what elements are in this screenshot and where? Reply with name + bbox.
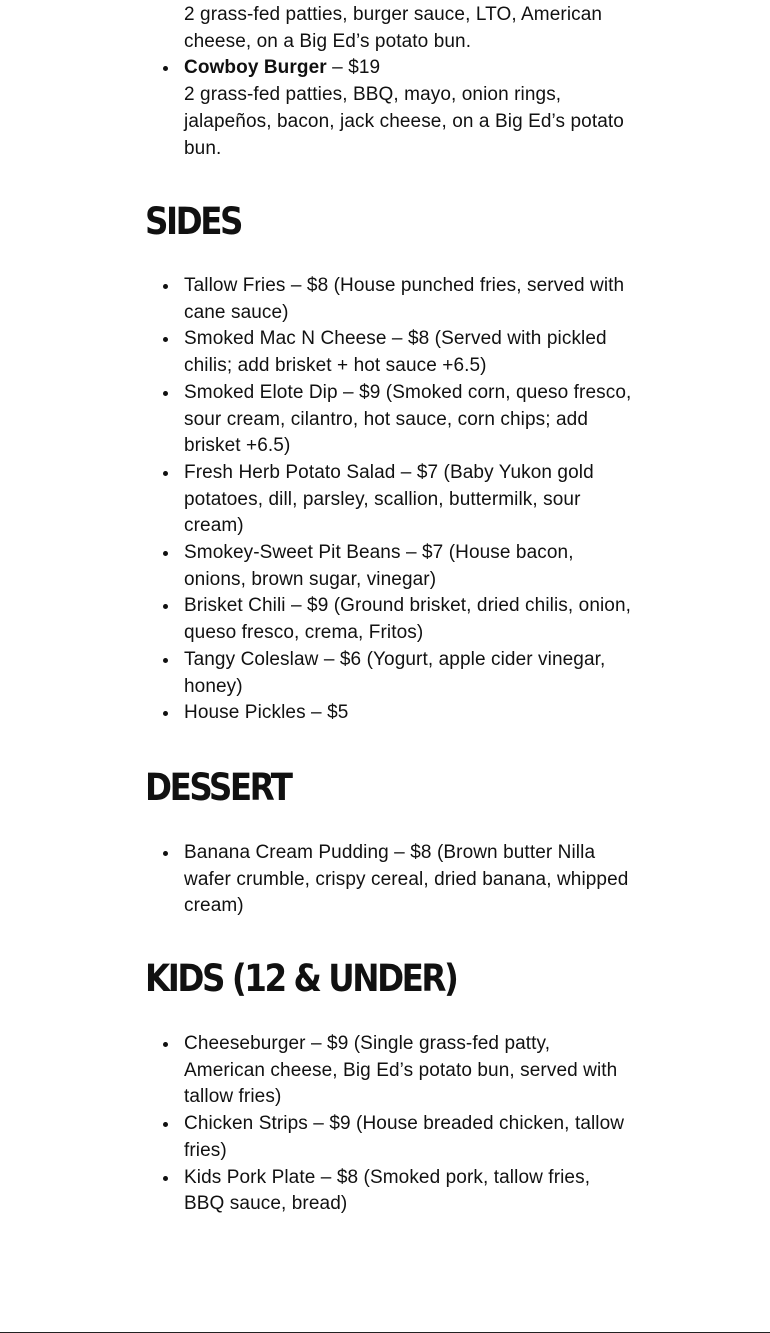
section-heading: DESSERT (145, 766, 291, 809)
list-item: Cheeseburger – $9 (Single grass-fed patty, American cheese, Big Ed’s potato bun, served with tallow fries) (184, 1031, 635, 1111)
item-description: 2 grass-fed patties, BBQ, mayo, onion rings, jalapeños, bacon, jack cheese, on a Big Ed’s potato bun. (184, 84, 624, 159)
section-heading: SIDES (145, 200, 241, 243)
list-item: Tallow Fries – $8 (House punched fries, served with cane sauce) (184, 273, 635, 326)
list-item (184, 55, 635, 162)
item-price: – $19 (326, 57, 381, 79)
dessert-list-wrap (145, 840, 635, 920)
item-description: 2 grass-fed patties, burger sauce, LTO, American cheese, on a Big Ed’s potato bun. (184, 4, 603, 52)
section-heading: KIDS (12 & UNDER) (145, 957, 457, 1000)
list-item (184, 2, 635, 55)
kids-list (145, 1031, 635, 1218)
list-item: Kids Pork Plate – $8 (Smoked pork, tallow fries, BBQ sauce, bread) (184, 1165, 635, 1218)
list-item: House Pickles – $5 (184, 700, 635, 727)
burgers-section-tail (145, 2, 635, 162)
sides-section (145, 200, 635, 244)
list-item: Smoked Elote Dip – $9 (Smoked corn, queso fresco, sour cream, cilantro, hot sauce, corn chips; add brisket +6.5) (184, 380, 635, 460)
sides-list-wrap (145, 273, 635, 727)
item-name: Cowboy Burger (184, 57, 327, 79)
dessert-section (145, 766, 635, 810)
list-item: Smokey-Sweet Pit Beans – $7 (House bacon, onions, brown sugar, vinegar) (184, 540, 635, 593)
kids-list-wrap (145, 1031, 635, 1218)
dessert-list (145, 840, 635, 920)
list-item: Banana Cream Pudding – $8 (Brown butter Nilla wafer crumble, crispy cereal, dried banana, whipped cream) (184, 840, 635, 920)
list-item: Smoked Mac N Cheese – $8 (Served with pickled chilis; add brisket + hot sauce +6.5) (184, 326, 635, 379)
sides-list (145, 273, 635, 727)
kids-section (145, 957, 635, 1001)
list-item: Fresh Herb Potato Salad – $7 (Baby Yukon gold potatoes, dill, parsley, scallion, buttermilk, sour cream) (184, 460, 635, 540)
burgers-list (145, 2, 635, 162)
list-item: Brisket Chili – $9 (Ground brisket, dried chilis, onion, queso fresco, crema, Fritos) (184, 593, 635, 646)
list-item: Tangy Coleslaw – $6 (Yogurt, apple cider vinegar, honey) (184, 647, 635, 700)
list-item: Chicken Strips – $9 (House breaded chicken, tallow fries) (184, 1111, 635, 1164)
